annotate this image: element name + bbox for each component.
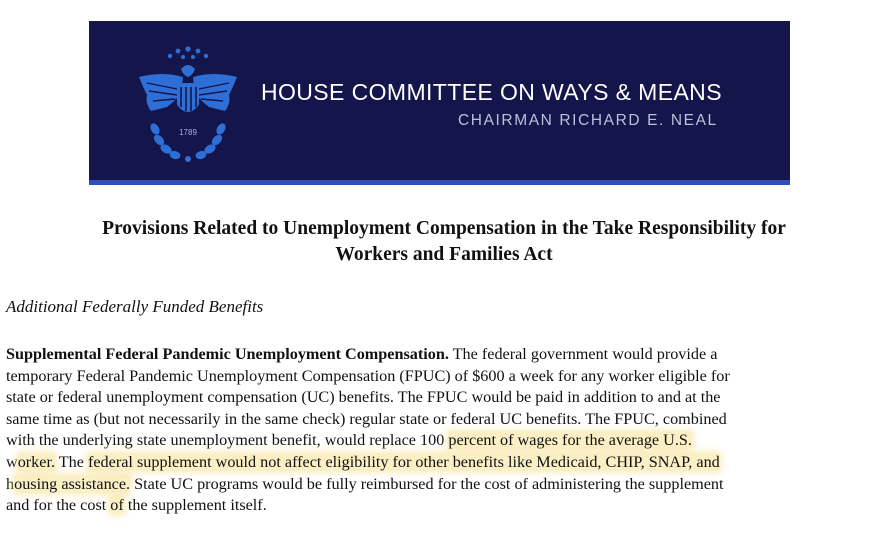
paragraph-text: w (6, 452, 18, 471)
chairman-subtitle: CHAIRMAN RICHARD E. NEAL (458, 112, 718, 129)
paragraph-lead: Supplemental Federal Pandemic Unemployment Compensation. (6, 345, 449, 363)
paragraph-text: h (6, 474, 15, 493)
paragraph-text: the supplement itself. (123, 496, 267, 515)
paragraph-line (6, 474, 886, 496)
paragraph-line: temporary Federal Pandemic Unemployment Compensation (FPUC) of $600 a week for any worker eligible for (6, 366, 730, 385)
highlighted-text: ousing assistance. (14, 474, 131, 493)
svg-text:1789: 1789 (179, 128, 197, 137)
eagle-seal-icon (133, 43, 243, 168)
paragraph-line (6, 430, 886, 452)
paragraph-line: state or federal unemployment compensation (UC) benefits. The FPUC would be paid in addition to and at the (6, 388, 721, 407)
committee-banner (89, 21, 790, 185)
paragraph-text: and for the cost (6, 496, 111, 515)
paragraph-text: State UC programs would be fully reimbursed for the cost of administering the supplement (130, 474, 724, 493)
paragraph-line (6, 452, 886, 474)
highlighted-text: orker. (17, 452, 56, 471)
paragraph-line (6, 344, 886, 366)
paragraph-text: with the underlying state unemployment benefit, would replace 100 (6, 431, 449, 450)
document-title-line-1: Provisions Related to Unemployment Compensation in the Take Responsibility for (102, 218, 786, 239)
highlighted-text: percent of wages for the average U.S. (448, 431, 692, 450)
paragraph-text: The (55, 452, 88, 471)
committee-title: HOUSE COMMITTEE ON WAYS & MEANS (261, 79, 722, 105)
document-title (0, 216, 888, 268)
body-paragraph (6, 344, 886, 517)
highlighted-text: of (110, 496, 124, 515)
paragraph-line (6, 495, 886, 517)
paragraph-line: same time as (but not necessarily in the same check) regular state or federal UC benefits. The FPUC, combined (6, 409, 727, 428)
section-heading: Additional Federally Funded Benefits (6, 297, 264, 316)
highlighted-text: federal supplement would not affect eligibility for other benefits like Medicaid, CHIP, SNAP, and (87, 452, 720, 471)
paragraph-text: The federal government would provide a (448, 345, 718, 363)
document-title-line-2: Workers and Families Act (335, 244, 553, 265)
